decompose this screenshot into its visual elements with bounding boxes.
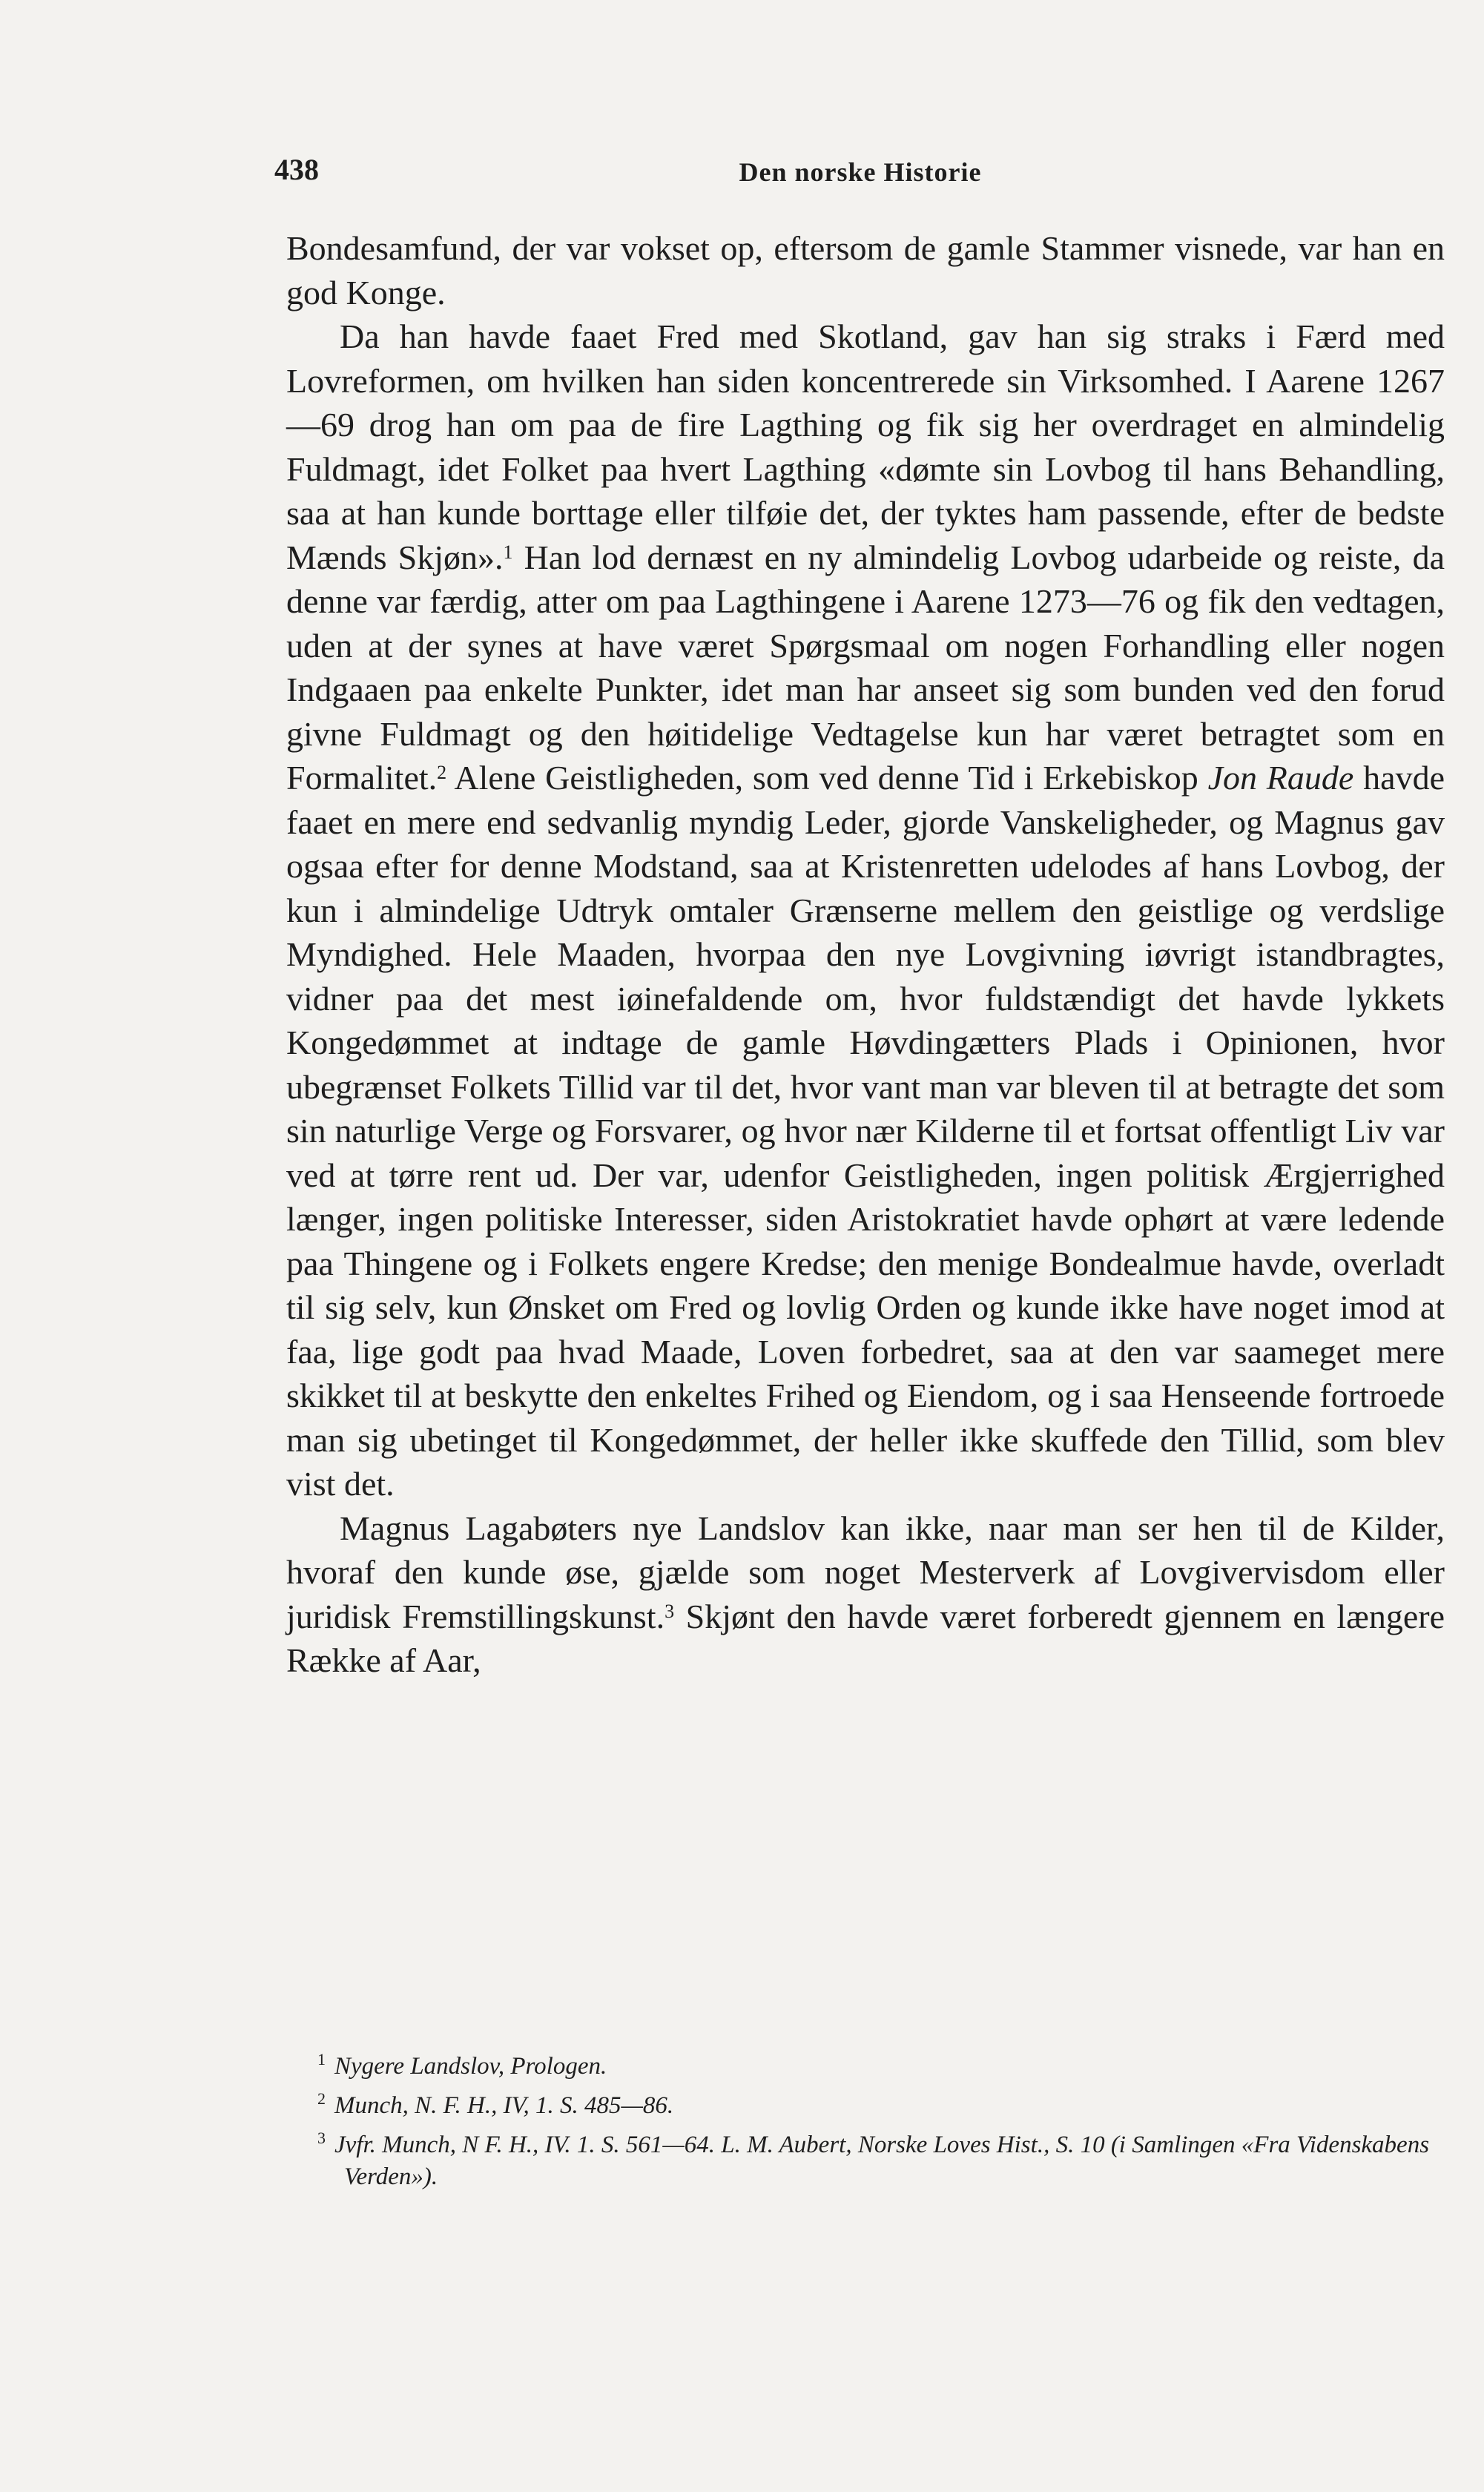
footnote-1 — [286, 2043, 1445, 2083]
paragraph-3-part-b: Skjønt den havde været forberedt gjennem en længere Række af Aar, — [286, 1597, 1445, 1679]
person-name: Jon Raude — [1207, 759, 1354, 797]
paragraph-3-part-a: Magnus Lagabøters nye Landslov kan ikke, naar man ser hen til de Kilder, hvoraf den kunde øse, gjælde som noget Mesterverk af Lovgivervisdom eller juridisk Fremstillingskunst. — [286, 1509, 1445, 1635]
footnote-1-text: Nygere Landslov, Prologen. — [334, 2053, 607, 2080]
paragraph-1-text: Bondesamfund, der var vokset op, eftersom de gamle Stammer visnede, var han en god Konge. — [286, 229, 1445, 312]
page-number: 438 — [274, 153, 319, 186]
paragraph-2-part-d: havde faaet en mere end sedvanlig myndig Leder, gjorde Vanskeligheder, og Magnus gav ogsaa efter for denne Modstand, saa at Kristenretten udelodes af hans Lovbog, der kun i almindelige Udtryk omtaler Grænserne mellem den geistlige og verdslige Myndighed. Hele Maaden, hvorpaa den nye Lovgivning iøvrigt istandbragtes, vidner paa det mest iøinefaldende om, hvor fuldstændigt det havde lykkets Kongedømmet at indtage de gamle Høvdingætters Plads i Opinionen, hvor ubegrænset Folkets Tillid var til det, hvor vant man var bleven til at betragte det som sin naturlige Verge og Forsvarer, og hvor nær Kilderne til et fortsat offentligt Liv var ved at tørre rent ud. Der var, udenfor Geistligheden, ingen politisk Ærgjerrighed længer, ingen politiske Interesser, siden Aristokratiet havde ophørt at være ledende paa Thingene og i Folkets engere Kredse; den menige Bondealmue havde, overladt til sig selv, kun Ønsket om Fred og lovlig Orden og kunde ikke have noget imod at faa, lige godt paa hvad Maade, Loven forbedret, saa at den var saameget mere skikket til at beskytte den enkeltes Frihed og Eiendom, og i saa Henseende fortroede man sig ubetinget til Kongedømmet, der heller ikke skuffede den Tillid, som blev vist det. — [286, 759, 1445, 1503]
footnote-ref-3: 3 — [664, 1600, 675, 1622]
footnote-2-mark: 2 — [317, 2089, 326, 2108]
footnotes — [286, 2043, 1445, 2193]
body-text — [286, 226, 1445, 1683]
paragraph-2-part-a: Da han havde faaet Fred med Skotland, gav han sig straks i Færd med Lovreformen, om hvilken han siden koncentrerede sin Virksomhed. I Aarene 1267—69 drog han om paa de fire Lagthing og fik sig her overdraget en almindelig Fuldmagt, idet Folket paa hvert Lagthing «dømte sin Lovbog til hans Behandling, saa at han kunde borttage eller tilføie det, der tyktes ham passende, efter de bedste Mænds Skjøn». — [286, 317, 1445, 576]
page-header — [274, 152, 1446, 204]
footnote-ref-2: 2 — [437, 762, 447, 783]
paragraph-2-part-c: Alene Geistligheden, som ved denne Tid i Erkebiskop — [446, 759, 1208, 797]
footnote-2-text: Munch, N. F. H., IV, 1. S. 485—86. — [334, 2092, 674, 2119]
paragraph-1 — [286, 226, 1445, 314]
paragraph-2-part-b: Han lod dernæst en ny almindelig Lovbog udarbeide og reiste, da denne var færdig, atter om paa Lagthingene i Aarene 1273—76 og fik den vedtagen, uden at der synes at have været Spørgsmaal om nogen Forhandling eller nogen Indgaaen paa enkelte Punkter, idet man har anseet sig som bunden ved den forud givne Fuldmagt og den høitidelige Vedtagelse kun har været betragtet som en Formalitet. — [286, 538, 1445, 797]
paragraph-2 — [286, 314, 1445, 1506]
paragraph-3 — [286, 1506, 1445, 1683]
footnote-2 — [286, 2083, 1445, 2122]
footnote-3-text: Jvfr. Munch, N F. H., IV. 1. S. 561—64. L. M. Aubert, Norske Loves Hist., S. 10 (i Samlingen «Fra Videnskabens Verden»). — [334, 2132, 1430, 2190]
running-title: Den norske Historie — [739, 157, 982, 187]
footnote-3 — [286, 2122, 1445, 2193]
footnote-ref-1: 1 — [503, 541, 513, 563]
footnote-1-mark: 1 — [317, 2050, 326, 2069]
footnote-3-mark: 3 — [317, 2129, 326, 2147]
